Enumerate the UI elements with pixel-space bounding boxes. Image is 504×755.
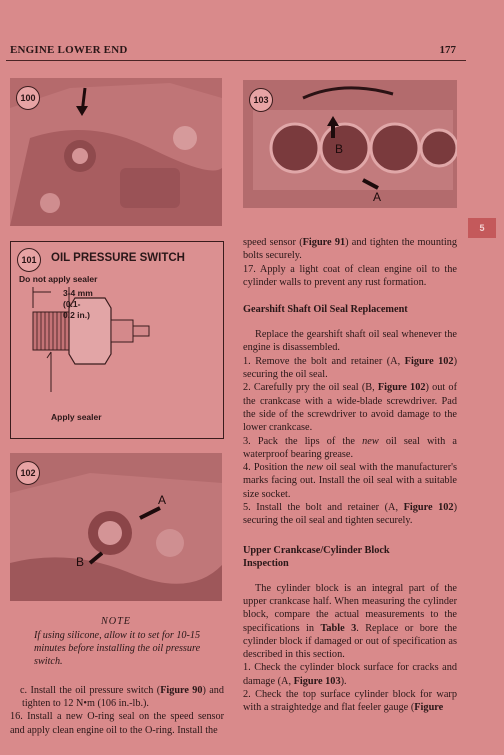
upper-step-2: 2. Check the top surface cylinder block for warp with a straightedge and flat feeler gauge (Figure: [243, 689, 457, 714]
upper-crankcase-intro: The cylinder block is an integral part of the upper crankcase half. When measuring the cylinder block, compare the actual measurements to the specifications in Table 3. Replace or bore the cylinder block if damaged or out of specification as described in this section.: [243, 582, 458, 661]
heading-gearshift-seal: Gearshift Shaft Oil Seal Replacement: [243, 304, 408, 316]
gearshift-intro: Replace the gearshift shaft oil seal whenever the engine is disassembled.: [243, 329, 457, 354]
page-number: 177: [439, 44, 456, 56]
figure-101-dim-3: 0.2 in.): [63, 310, 90, 320]
header-rule: [6, 60, 466, 61]
note-body: If using silicone, allow it to set for 10-15 minutes before installing the oil pressure switch.: [34, 630, 201, 667]
note-title: NOTE: [100, 616, 132, 627]
chapter-tab: 5: [468, 218, 496, 238]
step-c: c. Install the oil pressure switch (Figure 90) and tighten to 12 N•m (106 in.-lb.).: [20, 685, 224, 710]
note-block: [10, 615, 222, 668]
gearshift-step-4: 4. Position the new oil seal with the manufacturer's marks facing out. Install the oil seal with a suitable size socket.: [243, 462, 457, 500]
figure-103-photo: [243, 80, 457, 208]
section-title: ENGINE LOWER END: [10, 44, 128, 56]
figure-101-dim-2: (0.1-: [63, 299, 81, 309]
step-17: 17. Apply a light coat of clean engine oil to the cylinder walls to prevent any rust formation.: [243, 263, 457, 288]
figure-103-label-a: A: [373, 190, 382, 204]
gearshift-step-1: 1. Remove the bolt and retainer (A, Figure 102) securing the oil seal.: [243, 355, 458, 381]
gearshift-step-5: 5. Install the bolt and retainer (A, Figure 102) securing the oil seal and tighten securely.: [243, 502, 457, 527]
figure-103-label-b: B: [335, 142, 344, 156]
gearshift-step-2: 2. Carefully pry the oil seal (B, Figure 102) out of the crankcase with a wide-blade screwdriver. Pad the side of the screwdriver to avoid damage to the lower crankcase.: [243, 382, 458, 434]
running-header: [0, 42, 468, 58]
figure-100-number: 100: [16, 86, 40, 110]
figure-100-photo: [10, 78, 222, 226]
figure-102-label-a: A: [158, 493, 167, 507]
step-16: 16. Install a new O-ring seal on the speed sensor and apply clean engine oil to the O-ring. Install the: [10, 711, 224, 736]
heading-upper-crankcase-2: Inspection: [243, 557, 289, 569]
figure-101-dim-1: 3-4 mm: [63, 288, 93, 298]
figure-101-label-top: Do not apply sealer: [19, 274, 98, 284]
figure-102-photo: [10, 453, 222, 601]
figure-101-diagram: [10, 241, 224, 439]
figure-101-number: 101: [17, 248, 41, 272]
figure-102-number: 102: [16, 461, 40, 485]
right-column: [243, 236, 457, 715]
left-body-text: [10, 684, 224, 737]
upper-step-1: 1. Check the cylinder block surface for cracks and damage (A, Figure 103).: [243, 662, 457, 687]
figure-102-label-b: B: [76, 555, 85, 569]
gearshift-step-3: 3. Pack the lips of the new oil seal with a waterproof bearing grease.: [243, 435, 457, 460]
figure-101-label-bottom: Apply sealer: [51, 412, 102, 422]
heading-upper-crankcase-1: Upper Crankcase/Cylinder Block: [243, 544, 390, 556]
figure-103-number: 103: [249, 88, 273, 112]
speed-sensor-continuation: speed sensor (Figure 91) and tighten the mounting bolts securely.: [243, 237, 457, 262]
figure-101-title: OIL PRESSURE SWITCH: [51, 252, 185, 264]
